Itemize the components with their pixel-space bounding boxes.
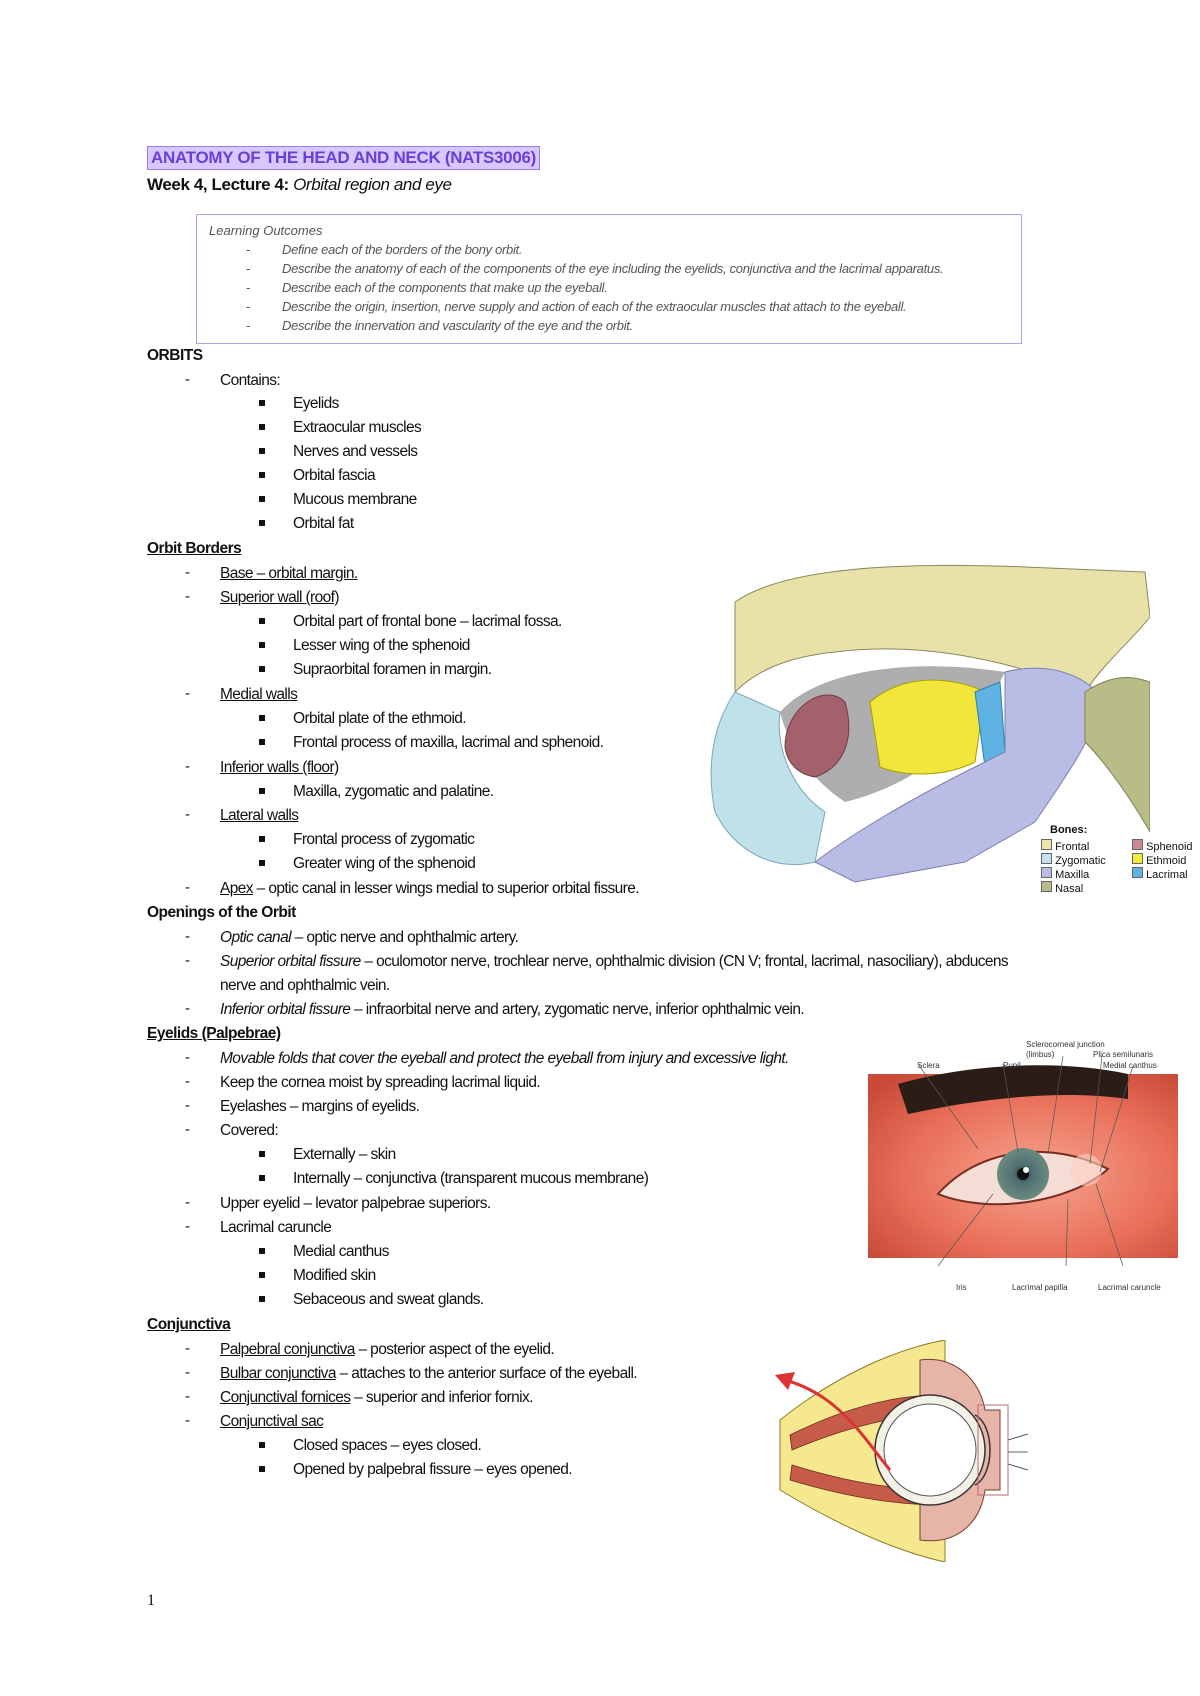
conjunctiva-item: Conjunctival fornices – superior and inferior fornix. <box>220 1389 533 1406</box>
eyelids-item: Eyelashes – margins of eyelids. <box>220 1098 420 1115</box>
week-label: Week 4, Lecture 4: <box>147 175 289 194</box>
conjunctival-sac: Conjunctival sac <box>220 1413 324 1430</box>
inferior-orbital-fissure-item: Inferior orbital fissure – infraorbital nerve and artery, zygomatic nerve, inferior ophthalmic vein. <box>220 1001 805 1018</box>
document-title: ANATOMY OF THE HEAD AND NECK (NATS3006) <box>147 146 540 170</box>
list-item: Orbital plate of the ethmoid. <box>293 710 467 727</box>
superior-orbital-fissure-item: Superior orbital fissure – oculomotor nerve, trochlear nerve, ophthalmic division (CN V; frontal, lacrimal, nasociliary), abducens <box>220 953 1009 970</box>
label-iris: Iris <box>956 1283 967 1292</box>
legend-swatch-frontal <box>1041 839 1052 850</box>
list-item: Extraocular muscles <box>293 419 422 436</box>
orbit-borders-heading: Orbit Borders <box>147 540 242 557</box>
label-sclerocorneal: Sclerocorneal junction <box>1026 1040 1105 1049</box>
eyelids-heading: Eyelids (Palpebrae) <box>147 1025 281 1042</box>
superior-wall: Superior wall (roof) <box>220 589 339 606</box>
apex-item: Apex – optic canal in lesser wings medial to superior orbital fissure. <box>220 880 639 897</box>
learning-outcome-item: Describe the anatomy of each of the components of the eye including the eyelids, conjunctiva and the lacrimal apparatus. <box>282 261 944 276</box>
inferior-walls: Inferior walls (floor) <box>220 759 339 776</box>
list-item: Supraorbital foramen in margin. <box>293 661 492 678</box>
week-topic: Orbital region and eye <box>293 175 452 194</box>
label-sclera: Sclera <box>917 1061 940 1070</box>
conjunctiva-heading: Conjunctiva <box>147 1316 231 1333</box>
list-item: Internally – conjunctiva (transparent mucous membrane) <box>293 1170 649 1187</box>
eyelids-item: Keep the cornea moist by spreading lacrimal liquid. <box>220 1074 541 1091</box>
conjunctiva-item: Palpebral conjunctiva – posterior aspect of the eyelid. <box>220 1341 555 1358</box>
legend-swatch-lacrimal <box>1132 867 1143 878</box>
eye-cross-section-illustration <box>770 1340 1040 1562</box>
eyelids-item: Upper eyelid – levator palpebrae superiors. <box>220 1195 491 1212</box>
list-item: Medial canthus <box>293 1243 389 1260</box>
conjunctiva-item: Bulbar conjunctiva – attaches to the anterior surface of the eyeball. <box>220 1365 637 1382</box>
legend-swatch-ethmoid <box>1132 853 1143 864</box>
label-medial-canthus: Medial canthus <box>1103 1061 1157 1070</box>
list-item: Mucous membrane <box>293 491 417 508</box>
list-item: Closed spaces – eyes closed. <box>293 1437 482 1454</box>
page-number: 1 <box>147 1592 155 1609</box>
learning-outcome-item: Describe the origin, insertion, nerve supply and action of each of the extraocular muscles that attach to the eyeball. <box>282 299 907 314</box>
eyelids-item: Movable folds that cover the eyeball and protect the eyeball from injury and excessive light. <box>220 1050 789 1067</box>
list-item: Opened by palpebral fissure – eyes opened. <box>293 1461 572 1478</box>
label-lacrimal-caruncle: Lacrimal caruncle <box>1098 1283 1161 1292</box>
list-item: Eyelids <box>293 395 339 412</box>
legend-swatch-zygomatic <box>1041 853 1052 864</box>
list-item: Sebaceous and sweat glands. <box>293 1291 484 1308</box>
external-eye-illustration <box>868 1044 1178 1280</box>
legend-swatch-sphenoid <box>1132 839 1143 850</box>
list-item: Greater wing of the sphenoid <box>293 855 476 872</box>
superior-orbital-fissure-cont: nerve and ophthalmic vein. <box>220 977 390 994</box>
list-item: Frontal process of zygomatic <box>293 831 475 848</box>
base-item: Base – orbital margin. <box>220 565 358 582</box>
lateral-walls: Lateral walls <box>220 807 299 824</box>
learning-outcomes-heading: Learning Outcomes <box>209 223 323 238</box>
legend-swatch-maxilla <box>1041 867 1052 878</box>
contains-label: Contains: <box>220 372 281 389</box>
list-item: Maxilla, zygomatic and palatine. <box>293 783 494 800</box>
list-item: Orbital fat <box>293 515 354 532</box>
list-item: Lesser wing of the sphenoid <box>293 637 470 654</box>
list-item: Frontal process of maxilla, lacrimal and sphenoid. <box>293 734 604 751</box>
list-item: Nerves and vessels <box>293 443 418 460</box>
label-lacrimal-papilla: Lacrimal papilla <box>1012 1283 1068 1292</box>
medial-walls: Medial walls <box>220 686 298 703</box>
caruncle-label: Lacrimal caruncle <box>220 1219 332 1236</box>
list-item: Orbital part of frontal bone – lacrimal fossa. <box>293 613 562 630</box>
label-pupil: Pupil <box>1003 1061 1021 1070</box>
learning-outcome-item: Define each of the borders of the bony orbit. <box>282 242 523 257</box>
bones-legend-title: Bones: <box>1050 824 1088 836</box>
optic-canal-item: Optic canal – optic nerve and ophthalmic artery. <box>220 929 519 946</box>
orbits-heading: ORBITS <box>147 347 203 364</box>
list-item: Orbital fascia <box>293 467 376 484</box>
label-limbus: (limbus) <box>1026 1050 1055 1059</box>
legend-swatch-nasal <box>1041 881 1052 892</box>
list-item: Modified skin <box>293 1267 376 1284</box>
lecture-subtitle <box>147 175 452 195</box>
list-item: Externally – skin <box>293 1146 396 1163</box>
openings-heading: Openings of the Orbit <box>147 904 296 921</box>
learning-outcome-item: Describe the innervation and vascularity of the eye and the orbit. <box>282 318 633 333</box>
learning-outcome-item: Describe each of the components that make up the eyeball. <box>282 280 608 295</box>
covered-label: Covered: <box>220 1122 279 1139</box>
label-plica: Plica semilunaris <box>1093 1050 1154 1059</box>
